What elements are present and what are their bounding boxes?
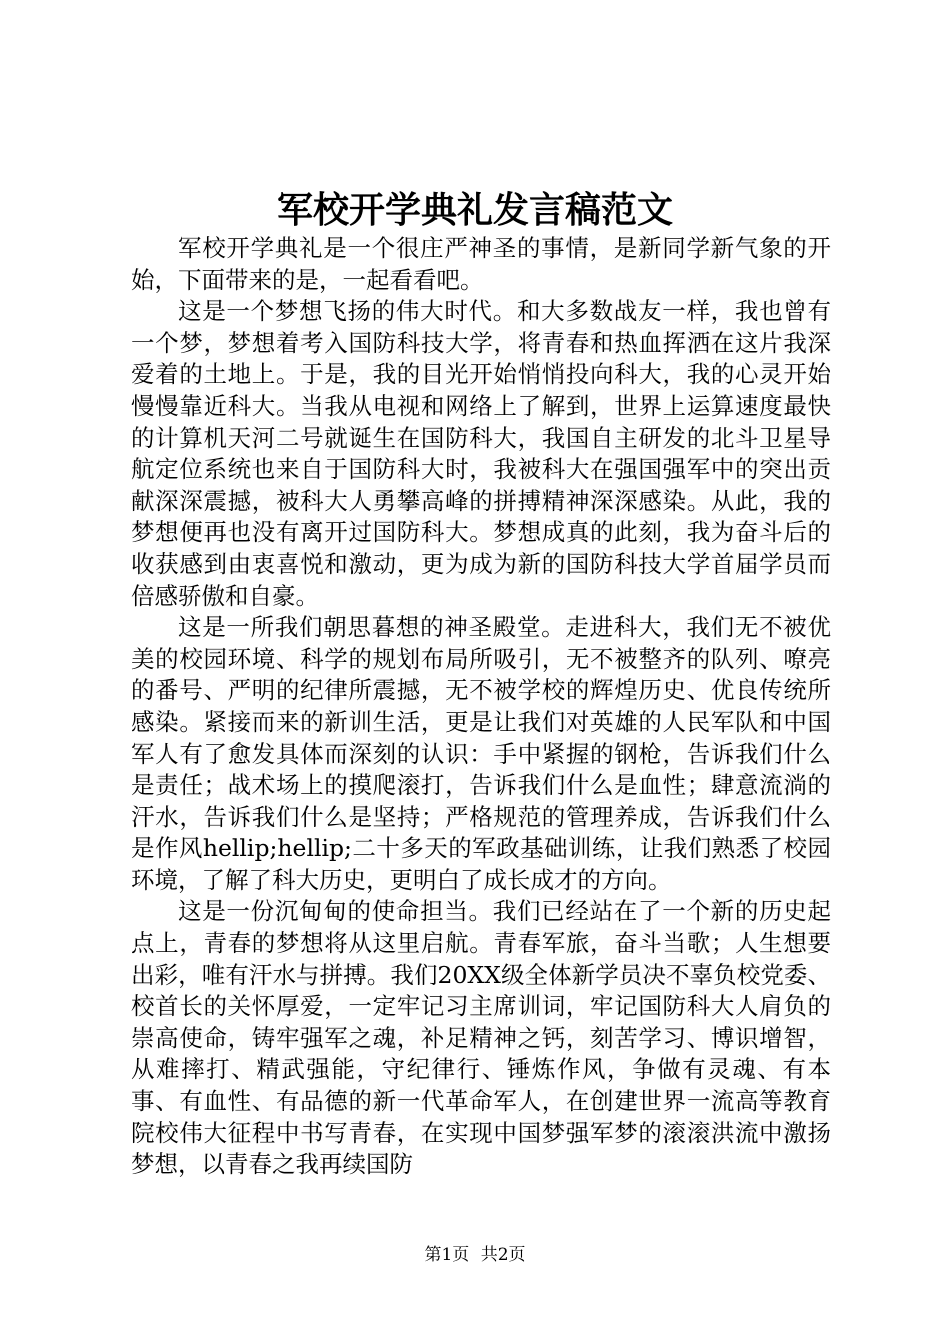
document-body bbox=[131, 233, 831, 1181]
page-number: 第1页 bbox=[424, 1245, 470, 1265]
document-title: 军校开学典礼发言稿范文 bbox=[276, 189, 673, 231]
paragraph-intro: 军校开学典礼是一个很庄严神圣的事情，是新同学新气象的开始，下面带来的是，一起看看吧。 bbox=[131, 234, 831, 294]
paragraph-mission: 这是一份沉甸甸的使命担当。我们已经站在了一个新的历史起点上，青春的梦想将从这里启航。青春军旅，奋斗当歌；人生想要出彩，唯有汗水与拼搏。我们20XX级全体新学员决不辜负校党委、校首长的关怀厚爱，一定牢记习主席训词，牢记国防科大人肩负的崇高使命，铸牢强军之魂，补足精神之钙，刻苦学习、博识增智，从难摔打、精武强能，守纪律行、锤炼作风，争做有灵魂、有本事、有血性、有品德的新一代革命军人，在创建世界一流高等教育院校伟大征程中书写青春，在实现中国梦强军梦的滚滚洪流中激扬梦想，以青春之我再续国防 bbox=[131, 897, 831, 1179]
page-total: 共2页 bbox=[480, 1245, 526, 1265]
page-footer bbox=[0, 1244, 950, 1266]
paragraph-dream: 这是一个梦想飞扬的伟大时代。和大多数战友一样，我也曾有一个梦，梦想着考入国防科技大学，将青春和热血挥洒在这片我深爱着的土地上。于是，我的目光开始悄悄投向科大，我的心灵开始慢慢靠近科大。当我从电视和网络上了解到，世界上运算速度最快的计算机天河二号就诞生在国防科大，我国自主研发的北斗卫星导航定位系统也来自于国防科大时，我被科大在强国强军中的突出贡献深深震撼，被科大人勇攀高峰的拼搏精神深深感染。从此，我的梦想便再也没有离开过国防科大。梦想成真的此刻，我为奋斗后的收获感到由衷喜悦和激动，更为成为新的国防科技大学首届学员而倍感骄傲和自豪。 bbox=[131, 297, 831, 610]
paragraph-hall: 这是一所我们朝思暮想的神圣殿堂。走进科大，我们无不被优美的校园环境、科学的规划布局所吸引，无不被整齐的队列、嘹亮的番号、严明的纪律所震撼，无不被学校的辉煌历史、优良传统所感染。紧接而来的新训生活，更是让我们对英雄的人民军队和中国军人有了愈发具体而深刻的认识：手中紧握的钢枪，告诉我们什么是责任；战术场上的摸爬滚打，告诉我们什么是血性；肆意流淌的汗水，告诉我们什么是坚持；严格规范的管理养成，告诉我们什么是作风hellip;hellip;二十多天的军政基础训练，让我们熟悉了校园环境，了解了科大历史，更明白了成长成才的方向。 bbox=[131, 613, 831, 894]
